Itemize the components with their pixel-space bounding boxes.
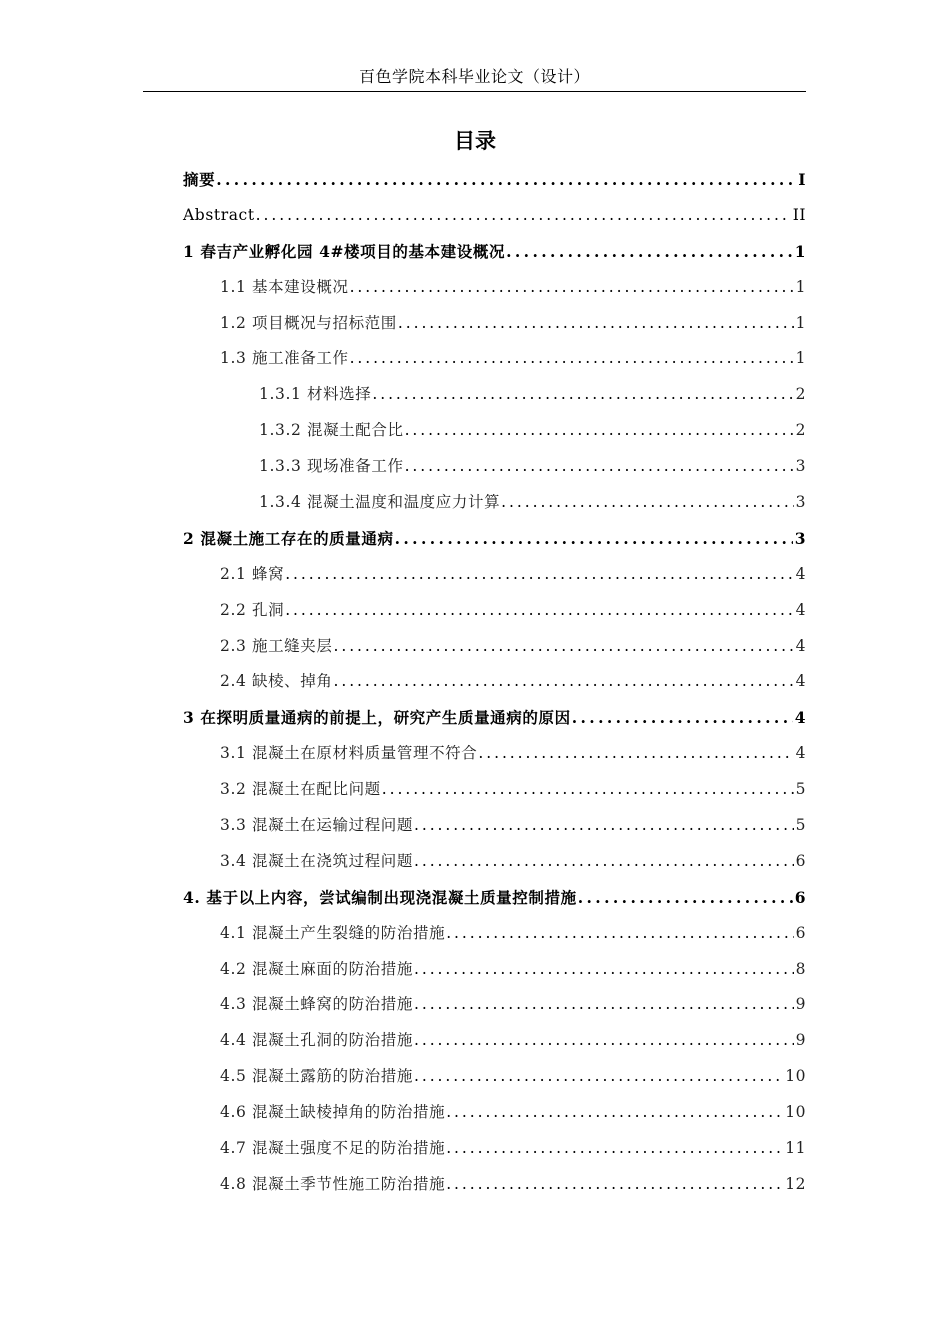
toc-entry[interactable] bbox=[183, 1131, 806, 1167]
toc-entry[interactable] bbox=[183, 377, 806, 413]
toc-entry-title: 1.3.4 混凝土温度和温度应力计算 bbox=[259, 493, 501, 512]
toc-entry[interactable] bbox=[183, 1059, 806, 1095]
toc-entry-title: 3 在探明质量通病的前提上，研究产生质量通病的原因 bbox=[183, 708, 571, 728]
toc-entry-title: 3.3 混凝土在运输过程问题 bbox=[220, 816, 413, 835]
toc-entry[interactable] bbox=[183, 1023, 806, 1059]
toc-dot-leader bbox=[414, 1059, 783, 1095]
toc-entry-title: 1.3.2 混凝土配合比 bbox=[259, 421, 404, 440]
toc-page-number: 4 bbox=[795, 600, 806, 619]
toc-dot-leader bbox=[350, 341, 794, 377]
page-header: 百色学院本科毕业论文（设计） bbox=[358, 67, 590, 86]
toc-entry-title: 4.4 混凝土孔洞的防治措施 bbox=[220, 1031, 413, 1050]
toc-entry[interactable] bbox=[183, 952, 806, 988]
toc-page-number: I bbox=[798, 170, 806, 189]
toc-entry[interactable] bbox=[183, 1167, 806, 1203]
toc-dot-leader bbox=[372, 377, 793, 413]
toc-entry-title: 4.5 混凝土露筋的防治措施 bbox=[220, 1067, 413, 1086]
toc-entry[interactable] bbox=[183, 485, 806, 521]
toc-entry-title: 3.1 混凝土在原材料质量管理不符合 bbox=[220, 744, 478, 763]
toc-entry[interactable] bbox=[183, 270, 806, 306]
toc-page-number: 4 bbox=[795, 564, 806, 583]
toc-page-number: 3 bbox=[795, 493, 806, 512]
toc-dot-leader bbox=[501, 485, 793, 521]
toc-entry[interactable] bbox=[183, 593, 806, 629]
toc-page-number: 10 bbox=[785, 1067, 806, 1086]
toc-entry[interactable] bbox=[183, 341, 806, 377]
toc-page-number: 8 bbox=[795, 959, 806, 978]
toc-page-number: 6 bbox=[794, 887, 806, 907]
toc-page-number: 4 bbox=[794, 708, 806, 728]
toc-page-number: 2 bbox=[795, 421, 806, 440]
toc-entry-title: 2.2 孔洞 bbox=[220, 600, 285, 619]
toc-entry[interactable] bbox=[183, 880, 806, 916]
toc-entry-title: 4.8 混凝土季节性施工防治措施 bbox=[220, 1174, 446, 1193]
toc-dot-leader bbox=[414, 844, 794, 880]
toc-entry[interactable] bbox=[183, 306, 806, 342]
toc-entry-title: 4.3 混凝土蜂窝的防治措施 bbox=[220, 995, 413, 1014]
toc-page-number: 12 bbox=[785, 1174, 806, 1193]
toc-dot-leader bbox=[478, 736, 793, 772]
toc-entry-title: 4.1 混凝土产生裂缝的防治措施 bbox=[220, 923, 446, 942]
toc-dot-leader bbox=[446, 1095, 783, 1131]
toc-dot-leader bbox=[414, 952, 794, 988]
toc-entry-title: 摘要 bbox=[183, 170, 216, 189]
toc-page-number: 3 bbox=[795, 457, 806, 476]
toc-entry[interactable] bbox=[183, 987, 806, 1023]
toc-entry[interactable] bbox=[183, 234, 806, 270]
toc-entry-title: 1.3 施工准备工作 bbox=[220, 349, 349, 368]
toc-entry-title: 1 春吉产业孵化园 4#楼项目的基本建设概况 bbox=[183, 241, 506, 261]
header-rule bbox=[143, 91, 806, 92]
toc-entry-title: 2.1 蜂窝 bbox=[220, 564, 285, 583]
toc-dot-leader bbox=[506, 234, 793, 270]
toc-title: 目录 bbox=[454, 129, 496, 153]
toc-page-number: 5 bbox=[795, 780, 806, 799]
toc-dot-leader bbox=[285, 557, 793, 593]
toc-dot-leader bbox=[285, 593, 793, 629]
toc-dot-leader bbox=[446, 916, 793, 952]
toc-page-number: 4 bbox=[795, 672, 806, 691]
toc-dot-leader bbox=[350, 270, 794, 306]
toc-dot-leader bbox=[333, 629, 793, 665]
toc-dot-leader bbox=[572, 700, 793, 736]
toc-dot-leader bbox=[578, 880, 793, 916]
toc-entry[interactable] bbox=[183, 736, 806, 772]
toc-page-number: 4 bbox=[795, 744, 806, 763]
toc-page-number: 6 bbox=[795, 851, 806, 870]
toc-entry-title: Abstract bbox=[183, 205, 255, 224]
toc-page-number: 1 bbox=[795, 349, 806, 368]
toc-dot-leader bbox=[395, 521, 793, 557]
toc-entry[interactable] bbox=[183, 413, 806, 449]
toc-entry[interactable] bbox=[183, 629, 806, 665]
toc-entry-title: 2 混凝土施工存在的质量通病 bbox=[183, 528, 394, 548]
toc-entry[interactable] bbox=[183, 521, 806, 557]
toc-page-number: 5 bbox=[795, 816, 806, 835]
toc-page-number: 2 bbox=[795, 385, 806, 404]
toc-page-number: 3 bbox=[794, 528, 806, 548]
toc-page-number: 1 bbox=[795, 277, 806, 296]
toc-entry[interactable] bbox=[183, 162, 806, 198]
toc-entry[interactable] bbox=[183, 449, 806, 485]
toc-entry-title: 1.3.1 材料选择 bbox=[259, 385, 372, 404]
toc-dot-leader bbox=[382, 772, 794, 808]
toc-entry[interactable] bbox=[183, 198, 806, 234]
toc-page-number: 1 bbox=[794, 241, 806, 261]
toc-page-number: 4 bbox=[795, 636, 806, 655]
toc-page-number: 11 bbox=[785, 1139, 806, 1158]
toc-entry-title: 1.3.3 现场准备工作 bbox=[259, 457, 404, 476]
toc-entry[interactable] bbox=[183, 1095, 806, 1131]
toc-entry[interactable] bbox=[183, 664, 806, 700]
toc-entry-title: 3.4 混凝土在浇筑过程问题 bbox=[220, 851, 413, 870]
toc-entry-title: 3.2 混凝土在配比问题 bbox=[220, 780, 381, 799]
toc-entry-title: 4.6 混凝土缺棱掉角的防治措施 bbox=[220, 1103, 446, 1122]
toc-entry[interactable] bbox=[183, 844, 806, 880]
toc-entry-title: 4.2 混凝土麻面的防治措施 bbox=[220, 959, 413, 978]
toc-page-number: 6 bbox=[795, 923, 806, 942]
table-of-contents bbox=[183, 162, 806, 1203]
toc-dot-leader bbox=[446, 1131, 783, 1167]
toc-dot-leader bbox=[256, 198, 791, 234]
toc-entry[interactable] bbox=[183, 557, 806, 593]
toc-entry[interactable] bbox=[183, 808, 806, 844]
toc-dot-leader bbox=[216, 162, 796, 198]
toc-entry[interactable] bbox=[183, 700, 806, 736]
toc-page-number: 9 bbox=[795, 995, 806, 1014]
toc-dot-leader bbox=[414, 987, 794, 1023]
toc-dot-leader bbox=[414, 808, 794, 844]
toc-entry-title: 2.4 缺棱、掉角 bbox=[220, 672, 333, 691]
toc-dot-leader bbox=[405, 413, 794, 449]
toc-entry[interactable] bbox=[183, 772, 806, 808]
toc-dot-leader bbox=[398, 306, 794, 342]
toc-entry-title: 1.2 项目概况与招标范围 bbox=[220, 313, 397, 332]
toc-entry-title: 2.3 施工缝夹层 bbox=[220, 636, 333, 655]
toc-page-number: II bbox=[792, 205, 806, 224]
toc-page-number: 9 bbox=[795, 1031, 806, 1050]
toc-dot-leader bbox=[405, 449, 794, 485]
toc-dot-leader bbox=[414, 1023, 794, 1059]
toc-entry-title: 1.1 基本建设概况 bbox=[220, 277, 349, 296]
toc-entry-title: 4. 基于以上内容，尝试编制出现浇混凝土质量控制措施 bbox=[183, 887, 577, 907]
toc-dot-leader bbox=[446, 1167, 783, 1203]
toc-page-number: 10 bbox=[785, 1103, 806, 1122]
toc-entry[interactable] bbox=[183, 916, 806, 952]
toc-entry-title: 4.7 混凝土强度不足的防治措施 bbox=[220, 1139, 446, 1158]
toc-page-number: 1 bbox=[795, 313, 806, 332]
toc-dot-leader bbox=[333, 664, 793, 700]
